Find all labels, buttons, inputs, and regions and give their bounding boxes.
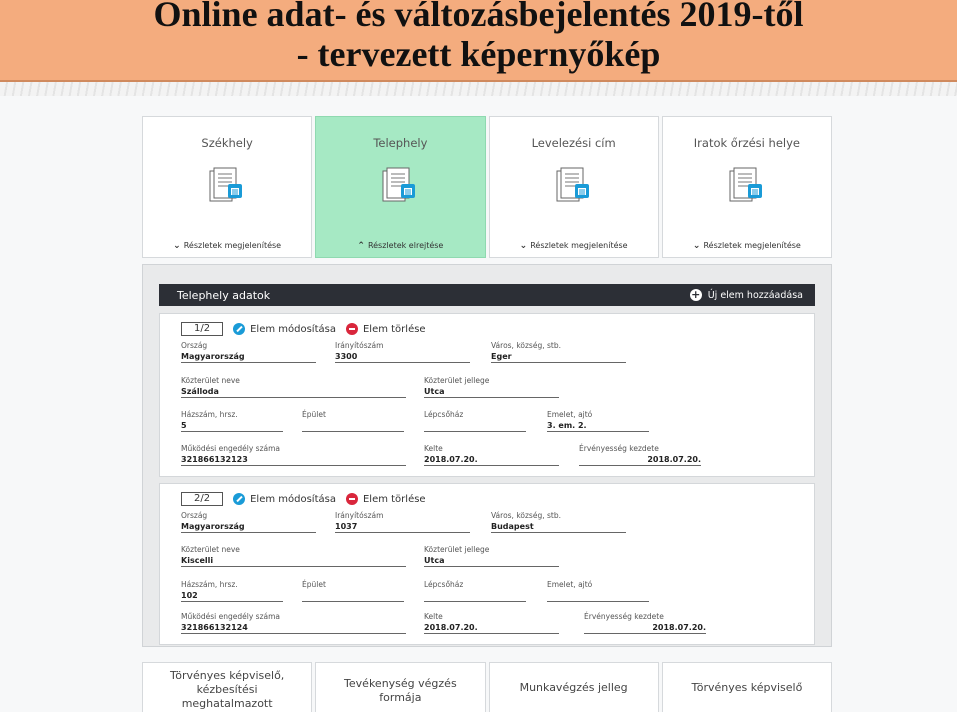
details-toggle[interactable] bbox=[316, 241, 484, 251]
floor-door-field[interactable] bbox=[547, 580, 649, 602]
house-number-field[interactable] bbox=[181, 580, 283, 602]
valid-from-value: 2018.07.20. bbox=[584, 622, 706, 634]
category-cards bbox=[142, 116, 832, 258]
details-toggle[interactable] bbox=[663, 241, 831, 251]
street-type-field[interactable] bbox=[424, 376, 559, 398]
building-label: Épület bbox=[302, 410, 326, 419]
valid-from-label: Érvényesség kezdete bbox=[584, 612, 664, 621]
stairs-field[interactable] bbox=[424, 410, 526, 432]
building-field[interactable] bbox=[302, 410, 404, 432]
street-name-field[interactable] bbox=[181, 545, 406, 567]
plus-circle-icon: + bbox=[691, 288, 701, 301]
delete-item-label: Elem törlése bbox=[362, 493, 426, 505]
document-building-icon bbox=[380, 165, 420, 207]
card-title-line: meghatalmazott bbox=[181, 697, 273, 710]
zip-value: 1037 bbox=[335, 521, 470, 533]
building-value bbox=[302, 590, 404, 602]
building-field[interactable] bbox=[302, 580, 404, 602]
zip-label: Irányítószám bbox=[335, 341, 384, 350]
card-title: Székhely bbox=[201, 136, 253, 150]
street-name-value: Szálloda bbox=[181, 386, 406, 398]
document-building-icon bbox=[554, 165, 594, 207]
city-value: Eger bbox=[491, 351, 626, 363]
card-title: Levelezési cím bbox=[531, 136, 616, 150]
panel-title: Telephely adatok bbox=[177, 288, 271, 302]
date-field[interactable] bbox=[424, 444, 559, 466]
floor-door-field[interactable] bbox=[547, 410, 649, 432]
permit-number-field[interactable] bbox=[181, 444, 406, 466]
card-title-line: Munkavégzés jelleg bbox=[519, 681, 628, 694]
edit-item-button[interactable] bbox=[233, 493, 336, 505]
date-field[interactable] bbox=[424, 612, 559, 634]
floor-door-label: Emelet, ajtó bbox=[547, 410, 593, 419]
details-toggle-label: Részletek megjelenítése bbox=[703, 241, 801, 250]
pencil-icon bbox=[233, 323, 245, 335]
chevron-down-icon: ⌄ bbox=[519, 241, 528, 251]
house-number-field[interactable] bbox=[181, 410, 283, 432]
street-name-label: Közterület neve bbox=[181, 376, 240, 385]
card-tevekenyseg-vegzes-formaja[interactable] bbox=[315, 662, 485, 712]
chevron-down-icon: ⌄ bbox=[173, 241, 181, 251]
floor-door-value: 3. em. 2. bbox=[547, 420, 649, 432]
card-title: Iratok őrzési helye bbox=[693, 136, 800, 150]
card-torvenyes-kepviselo-kezbesitesi[interactable] bbox=[142, 662, 312, 712]
delete-item-label: Elem törlése bbox=[362, 323, 426, 335]
zip-field[interactable] bbox=[335, 511, 470, 533]
street-type-label: Közterület jellege bbox=[424, 545, 490, 554]
valid-from-label: Érvényesség kezdete bbox=[579, 444, 659, 453]
telephely-panel bbox=[142, 264, 832, 647]
edit-item-button[interactable] bbox=[233, 323, 336, 335]
street-type-value: Utca bbox=[424, 386, 559, 398]
city-value: Budapest bbox=[491, 521, 626, 533]
card-title-line: Törvényes képviselő bbox=[691, 681, 803, 694]
details-toggle-label: Részletek elrejtése bbox=[367, 241, 444, 250]
valid-from-field[interactable] bbox=[584, 612, 706, 634]
zip-field[interactable] bbox=[335, 341, 470, 363]
city-label: Város, község, stb. bbox=[491, 511, 561, 520]
city-label: Város, község, stb. bbox=[491, 341, 561, 350]
country-value: Magyarország bbox=[181, 521, 316, 533]
details-toggle-label: Részletek megjelenítése bbox=[183, 241, 282, 250]
stairs-field[interactable] bbox=[424, 580, 526, 602]
date-value: 2018.07.20. bbox=[424, 622, 559, 634]
stairs-value bbox=[424, 590, 526, 602]
card-torvenyes-kepviselo[interactable] bbox=[662, 662, 832, 712]
card-title-line: kézbesítési bbox=[196, 683, 258, 696]
country-field[interactable] bbox=[181, 511, 316, 533]
panel-header bbox=[159, 284, 815, 306]
stairs-label: Lépcsőház bbox=[424, 580, 464, 589]
street-type-value: Utca bbox=[424, 555, 559, 567]
add-item-label: Új elem hozzáadása bbox=[707, 289, 803, 301]
chevron-down-icon: ⌄ bbox=[692, 241, 701, 251]
details-toggle[interactable] bbox=[490, 241, 658, 251]
card-iratok-orzesi-helye[interactable] bbox=[662, 116, 832, 258]
item-counter: 1/2 bbox=[181, 322, 223, 336]
pencil-icon bbox=[233, 493, 245, 505]
card-title-line: Tevékenység végzés bbox=[344, 677, 457, 690]
zip-value: 3300 bbox=[335, 351, 470, 363]
slide-title-banner bbox=[0, 0, 957, 82]
date-label: Kelte bbox=[424, 444, 443, 453]
site-item bbox=[159, 483, 815, 645]
house-number-label: Házszám, hrsz. bbox=[181, 580, 238, 589]
house-number-value: 102 bbox=[181, 590, 283, 602]
date-value: 2018.07.20. bbox=[424, 454, 559, 466]
delete-item-button[interactable] bbox=[346, 323, 426, 335]
bottom-category-cards bbox=[142, 662, 832, 712]
permit-number-label: Működési engedély száma bbox=[181, 612, 281, 621]
city-field[interactable] bbox=[491, 511, 626, 533]
chevron-up-icon: ⌃ bbox=[357, 241, 365, 251]
minus-circle-icon bbox=[346, 323, 358, 335]
permit-number-field[interactable] bbox=[181, 612, 406, 634]
document-building-icon bbox=[727, 165, 767, 207]
add-item-button[interactable] bbox=[690, 289, 803, 301]
floor-door-value bbox=[547, 590, 649, 602]
building-label: Épület bbox=[302, 580, 326, 589]
house-number-label: Házszám, hrsz. bbox=[181, 410, 238, 419]
country-field[interactable] bbox=[181, 341, 316, 363]
street-type-field[interactable] bbox=[424, 545, 559, 567]
valid-from-field[interactable] bbox=[579, 444, 701, 466]
slide-title-line1: Online adat- és változásbejelentés 2019-től bbox=[153, 0, 804, 34]
permit-number-label: Működési engedély száma bbox=[181, 444, 281, 453]
floor-door-label: Emelet, ajtó bbox=[547, 580, 593, 589]
item-counter: 2/2 bbox=[181, 492, 223, 506]
street-name-value: Kiscelli bbox=[181, 555, 406, 567]
building-value bbox=[302, 420, 404, 432]
card-munkavegzes-jelleg[interactable] bbox=[489, 662, 659, 712]
country-value: Magyarország bbox=[181, 351, 316, 363]
card-szekhely[interactable] bbox=[142, 116, 312, 258]
stairs-value bbox=[424, 420, 526, 432]
country-label: Ország bbox=[181, 341, 208, 350]
card-telephely[interactable] bbox=[315, 116, 485, 258]
document-building-icon bbox=[207, 165, 247, 207]
street-name-label: Közterület neve bbox=[181, 545, 240, 554]
site-item bbox=[159, 313, 815, 477]
valid-from-value: 2018.07.20. bbox=[579, 454, 701, 466]
street-type-label: Közterület jellege bbox=[424, 376, 490, 385]
details-toggle-label: Részletek megjelenítése bbox=[530, 241, 628, 250]
card-title-line: Törvényes képviselő, bbox=[169, 669, 285, 682]
permit-number-value: 321866132124 bbox=[181, 622, 406, 634]
minus-circle-icon bbox=[346, 493, 358, 505]
decorative-stripe bbox=[0, 82, 957, 96]
details-toggle[interactable] bbox=[143, 241, 311, 251]
edit-item-label: Elem módosítása bbox=[250, 493, 336, 505]
permit-number-value: 321866132123 bbox=[181, 454, 406, 466]
card-title-line: formája bbox=[379, 691, 422, 704]
card-title: Telephely bbox=[373, 136, 428, 150]
delete-item-button[interactable] bbox=[346, 493, 426, 505]
card-levelezesi-cim[interactable] bbox=[489, 116, 659, 258]
date-label: Kelte bbox=[424, 612, 443, 621]
country-label: Ország bbox=[181, 511, 208, 520]
house-number-value: 5 bbox=[181, 420, 283, 432]
edit-item-label: Elem módosítása bbox=[250, 323, 336, 335]
slide-title-line2: - tervezett képernyőkép bbox=[296, 34, 661, 74]
zip-label: Irányítószám bbox=[335, 511, 384, 520]
stairs-label: Lépcsőház bbox=[424, 410, 464, 419]
city-field[interactable] bbox=[491, 341, 626, 363]
street-name-field[interactable] bbox=[181, 376, 406, 398]
